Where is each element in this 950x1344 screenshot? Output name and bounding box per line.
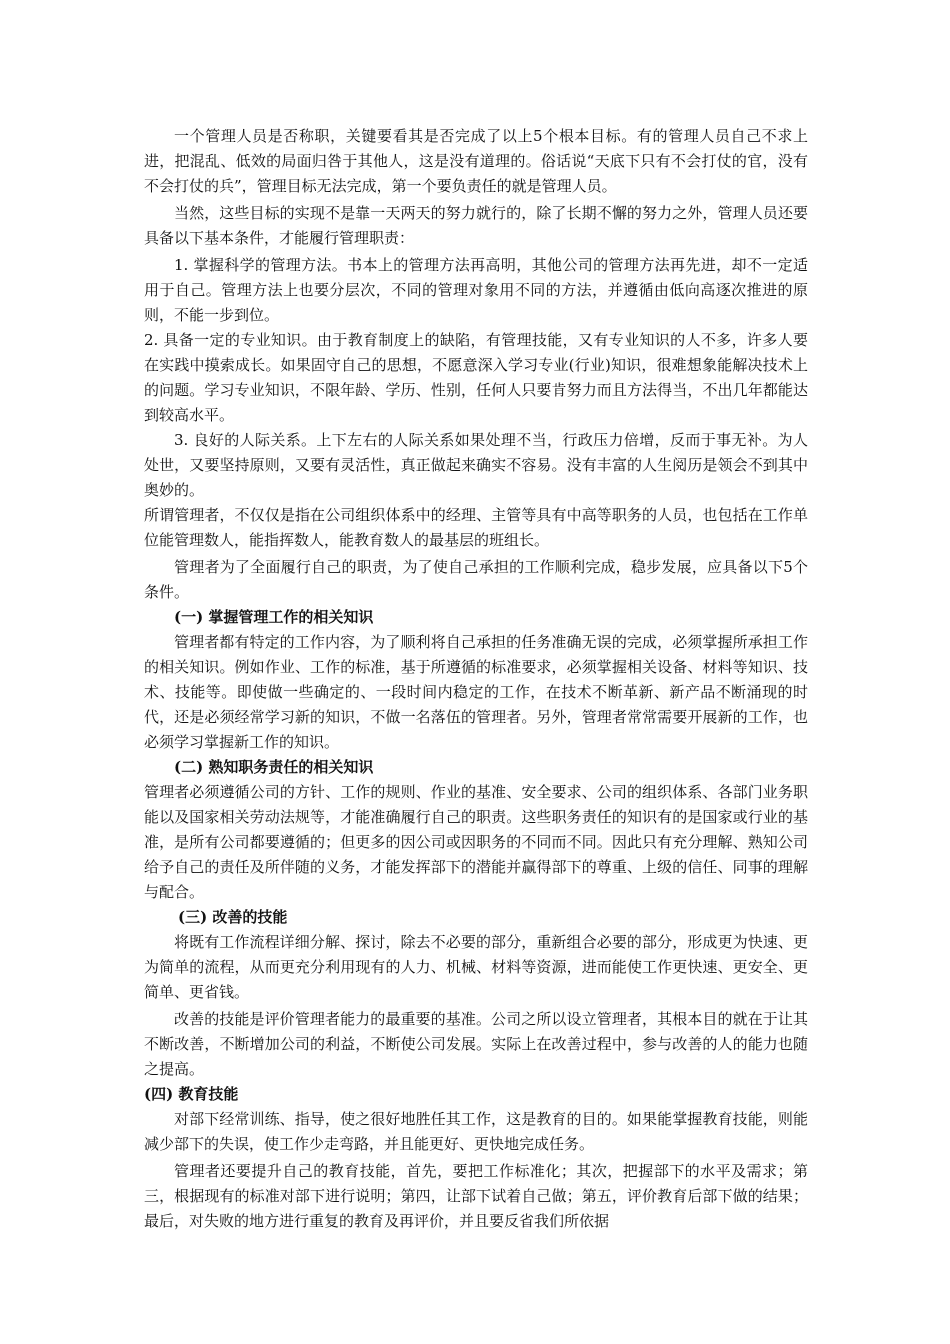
paragraph-condition-3: 3. 良好的人际关系。上下左右的人际关系如果处理不当，行政压力倍增，反而于事无补。为人处世，又要坚持原则，又要有灵活性，真正做起来确实不容易。没有丰富的人生阅历是领会不到其中奥妙的。	[144, 431, 808, 499]
section-heading-3: (三) 改善的技能	[178, 908, 288, 926]
paragraph-condition-2: 2. 具备一定的专业知识。由于教育制度上的缺陷，有管理技能，又有专业知识的人不多，许多人要在实践中摸索成长。如果固守自己的思想，不愿意深入学习专业(行业)知识，很难想象能解决技术上的问题。学习专业知识，不限年龄、学历、性别，任何人只要肯努力而且方法得当，不出几年都能达到较高水平。	[144, 331, 808, 424]
document-page	[144, 124, 808, 1234]
paragraph-section-2-body: 管理者必须遵循公司的方针、工作的规则、作业的基准、安全要求、公司的组织体系、各部门业务职能以及国家相关劳动法规等，才能准确履行自己的职责。这些职务责任的知识有的是国家或行业的基准，是所有公司都要遵循的；但更多的因公司或因职务的不同而不同。因此只有充分理解、熟知公司给予自己的责任及所伴随的义务，才能发挥部下的潜能并赢得部下的尊重、上级的信任、同事的理解与配合。	[144, 783, 808, 901]
paragraph-condition-1: 1. 掌握科学的管理方法。书本上的管理方法再高明，其他公司的管理方法再先进，却不一定适用于自己。管理方法上也要分层次，不同的管理对象用不同的方法，并遵循由低向高逐次推进的原则，不能一步到位。	[144, 256, 808, 324]
paragraph-section-4-body-2: 管理者还要提升自己的教育技能，首先，要把工作标准化；其次，把握部下的水平及需求；第三，根据现有的标准对部下进行说明；第四，让部下试着自己做；第五，评价教育后部下做的结果；最后，对失败的地方进行重复的教育及再评价，并且要反省我们所依据	[144, 1162, 808, 1230]
paragraph-five-conditions-intro: 管理者为了全面履行自己的职责，为了使自己承担的工作顺利完成，稳步发展，应具备以下5个条件。	[144, 558, 808, 601]
paragraph-manager-competence: 一个管理人员是否称职，关键要看其是否完成了以上5个根本目标。有的管理人员自己不求上进，把混乱、低效的局面归咎于其他人，这是没有道理的。俗话说“天底下只有不会打仗的官，没有不会打仗的兵”，管理目标无法完成，第一个要负责任的就是管理人员。	[144, 127, 808, 195]
paragraph-section-3-body-1: 将既有工作流程详细分解、探讨，除去不必要的部分，重新组合必要的部分，形成更为快速、更为简单的流程，从而更充分利用现有的人力、机械、材料等资源，进而能使工作更快速、更安全、更简单、更省钱。	[144, 933, 808, 1001]
paragraph-manager-definition: 所谓管理者，不仅仅是指在公司组织体系中的经理、主管等具有中高等职务的人员，也包括在工作单位能管理数人，能指挥数人，能教育数人的最基层的班组长。	[144, 506, 808, 549]
section-heading-1: (一) 掌握管理工作的相关知识	[174, 608, 374, 626]
section-heading-2: (二) 熟知职务责任的相关知识	[174, 758, 374, 776]
paragraph-section-3-body-2: 改善的技能是评价管理者能力的最重要的基准。公司之所以设立管理者，其根本目的就在于让其不断改善，不断增加公司的利益，不断使公司发展。实际上在改善过程中，参与改善的人的能力也随之提高。	[144, 1010, 808, 1078]
paragraph-section-4-body-1: 对部下经常训练、指导，使之很好地胜任其工作，这是教育的目的。如果能掌握教育技能，则能减少部下的失误，使工作少走弯路，并且能更好、更快地完成任务。	[144, 1110, 808, 1153]
paragraph-section-1-body: 管理者都有特定的工作内容，为了顺利将自己承担的任务准确无误的完成，必须掌握所承担工作的相关知识。例如作业、工作的标准，基于所遵循的标准要求，必须掌握相关设备、材料等知识、技术、技能等。即使做一些确定的、一段时间内稳定的工作，在技术不断革新、新产品不断涌现的时代，还是必须经常学习新的知识，不做一名落伍的管理者。另外，管理者常常需要开展新的工作，也必须学习掌握新工作的知识。	[144, 633, 808, 751]
section-heading-4: (四) 教育技能	[144, 1085, 239, 1103]
paragraph-basic-conditions-intro: 当然，这些目标的实现不是靠一天两天的努力就行的，除了长期不懈的努力之外，管理人员还要具备以下基本条件，才能履行管理职责：	[144, 204, 808, 247]
